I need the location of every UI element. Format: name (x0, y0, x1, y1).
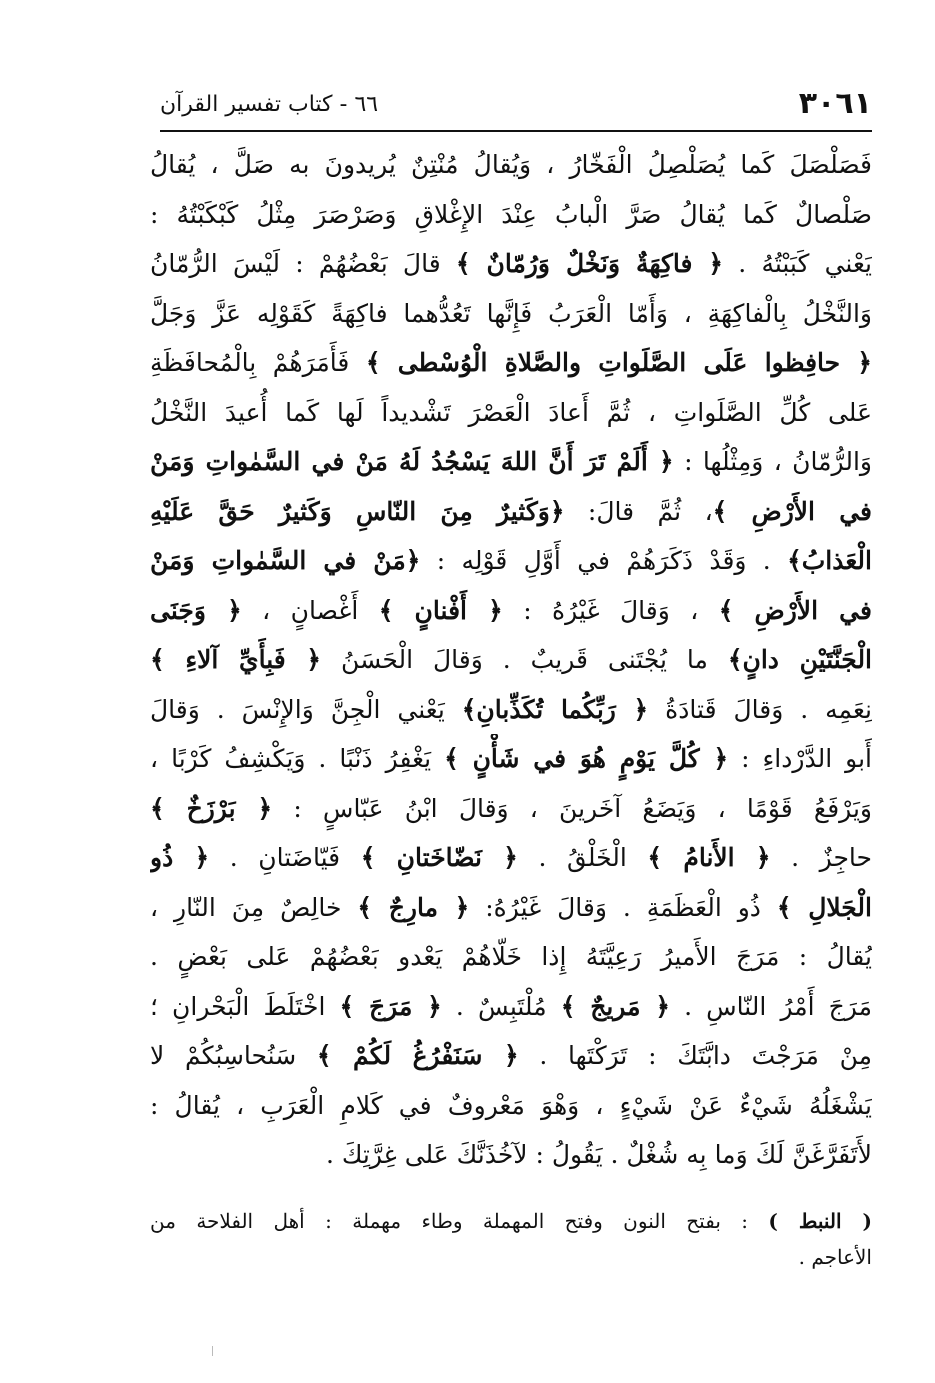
commentary-text: حاجِزٌ . (770, 843, 872, 872)
running-title: ٦٦ - كتاب تفسير القرآن (160, 92, 379, 117)
quran-quote: ﴿ الأَنامُ ﴾ (647, 843, 771, 872)
commentary-text: الْخَلْقُ . (517, 843, 648, 872)
quran-quote: ﴿ فَبِأَيِّ آلاءِ ﴾ (150, 645, 322, 674)
quran-quote: ﴿ ذُو (150, 843, 210, 872)
text-line (150, 883, 872, 933)
text-line (150, 536, 872, 586)
main-text (150, 140, 872, 1180)
quran-quote: ﴿ أَلَمْ تَرَ أَنَّ اللهَ يَسْجُدُ لَهُ مَنْ في السَّمٰواتِ وَمَنْ (150, 447, 674, 476)
quran-quote: ﴿مَنْ في السَّمٰواتِ وَمَنْ (150, 546, 421, 575)
commentary-text: ، ثُمَّ قالَ: (564, 496, 713, 526)
text-line (150, 1130, 872, 1180)
quran-quote: ﴿ سَنَفْرُغُ لَكُمْ ﴾ (316, 1041, 519, 1070)
quran-quote: ﴿ فاكِهَةٌ وَنَخْلٌ وَرُمّانٌ ﴾ (455, 249, 724, 278)
commentary-text: . وَقَدْ ذَكَرَهُمْ في أَوَّلِ قَوْلِه : (420, 546, 788, 575)
commentary-text: يَعْني الْجِنَّ وَالإِنْسَ . وَقالَ (150, 694, 462, 724)
commentary-text: أَبو الدَّرْداءِ : (728, 744, 872, 773)
commentary-text: ما يُجْتَنى قَريبٌ . وَقالَ الْحَسَنُ (321, 645, 728, 674)
text-line (150, 833, 872, 883)
quran-quote: ﴿وَكَثيرٌ مِنَ النّاسِ وَكَثيرٌ حَقَّ عَلَيْهِ (150, 496, 565, 526)
quran-quote: ﴿ نَضّاخَتانِ ﴾ (360, 843, 518, 872)
text-line (150, 338, 872, 388)
page-number: ٣٠٦١ (798, 86, 872, 121)
quran-quote: الْجَنَّتَيْنِ دانٍ﴾ (727, 645, 872, 674)
text-line (150, 635, 872, 685)
commentary-text: مِنْ مَرَجْتَ دابَّتَكَ : تَرَكْتَها . (518, 1041, 872, 1070)
text-line (150, 239, 872, 289)
commentary-text: مَرَجَ أَمْرُ النّاسِ . (669, 991, 872, 1021)
quran-quote: ﴿ حافِظوا عَلَى الصَّلَواتِ والصَّلاةِ الْوُسْطى ﴾ (365, 348, 872, 377)
text-line (150, 289, 872, 339)
scan-mark (212, 1346, 213, 1356)
text-line (150, 140, 872, 190)
commentary-text: خالِصٌ مِنَ النّارِ ، (150, 892, 358, 922)
footnote (150, 1203, 872, 1275)
text-line (150, 586, 872, 636)
commentary-text: أَغْصانٍ ، (241, 595, 379, 625)
text-line (150, 388, 872, 438)
text-line (150, 1031, 872, 1081)
commentary-text: يَغْفِرُ ذَنْبًا . وَيَكْشِفُ كَرْبًا ، (150, 744, 445, 773)
footnote-text: : بفتح النون وفتح المهملة وطاء مهملة : أهل الفلاحة من (150, 1209, 769, 1233)
quran-quote: ﴿ رَبِّكُما تُكَذِّبانِ﴾ (461, 694, 649, 724)
text-line (150, 1081, 872, 1131)
commentary-text: مُلْتَبِسٌ . (441, 991, 561, 1021)
commentary-text: وَيَرْفَعُ قَوْمًا ، وَيَضَعُ آخَرينَ ، وَقالَ ابْنُ عَبّاسٍ : (272, 793, 872, 823)
header-rule (160, 130, 872, 132)
footnote-term: ( النبط ) (768, 1209, 872, 1233)
commentary-text: نِعَمِه . وَقالَ قَتادَةُ (648, 694, 872, 724)
commentary-text: فَأَمَرَهُمْ بِالْمُحافَظَةِ (150, 348, 366, 377)
text-line (150, 784, 872, 834)
quran-quote: ﴿ بَرْزَخٌ ﴾ (150, 793, 273, 823)
commentary-text: يُقالُ : مَرَجَ الأَميرُ رَعِيَّتَهُ إِذا خَلّاهُمْ يَعْدو بَعْضُهُمْ عَلى بَعْضٍ . (150, 942, 872, 971)
quran-quote: في الأَرْضِ ﴾ (718, 595, 872, 625)
text-line (150, 734, 872, 784)
text-line (150, 487, 872, 537)
text-line (150, 190, 872, 240)
footnote-line: الأعاجم . (798, 1245, 872, 1269)
page-header (160, 86, 872, 126)
quran-quote: الْعَذابُ﴾ (787, 546, 872, 575)
commentary-text: وَالنَّخْلُ بِالْفاكِهَةِ ، وَأَمّا الْعَرَبُ فَإِنَّها تَعُدُّهما فاكِهَةً كَقَوْلِه عَزَّ وَجَلَّ (150, 298, 872, 328)
commentary-text: فَيّاضَتانِ . (209, 843, 361, 872)
commentary-text: ، وَقالَ غَيْرُهُ : (502, 595, 719, 625)
quran-quote: ﴿ أَفْنانٍ ﴾ (378, 595, 503, 625)
footnote-line (150, 1203, 872, 1239)
quran-quote: ﴿ كُلَّ يَوْمٍ هُوَ في شَأْنٍ ﴾ (444, 744, 729, 773)
text-line (150, 437, 872, 487)
quran-quote: ﴿ مارِجٌ ﴾ (357, 892, 470, 922)
commentary-text: اخْتَلَطَ الْبَحْرانِ ؛ (150, 991, 340, 1021)
commentary-text: وَالرُّمّانُ ، وَمِثْلُها : (673, 447, 872, 476)
commentary-text: قالَ بَعْضُهُمْ : لَيْسَ الرُّمّانُ (150, 249, 456, 278)
text-line (150, 685, 872, 735)
commentary-text: صَلْصالٌ كَما يُقالُ صَرَّ الْبابُ عِنْدَ الإِغْلاقِ وَصَرْصَرَ مِثْلُ كَبْكَبْتُهُ : (150, 199, 872, 229)
text-line (150, 982, 872, 1032)
commentary-text: لأَتَفَرَّغَنَّ لَكَ وَما بِه شُغْلٌ . يَقُولُ : لآخُذَنَّكَ عَلى غِرَّتِكَ . (325, 1140, 872, 1169)
commentary-text: يَعْني كَبَبْتُهُ . (723, 249, 872, 278)
quran-quote: ﴿ وَجَنَى (150, 595, 242, 625)
text-line (150, 932, 872, 982)
quran-quote: ﴿ مَرَجَ ﴾ (339, 991, 442, 1021)
quran-quote: في الأَرْضِ ﴾ (712, 496, 872, 526)
commentary-text: يَشْغَلُهُ شَيْءٌ عَنْ شَيْءٍ ، وَهْوَ مَعْروفٌ في كَلامِ الْعَرَبِ ، يُقالُ : (150, 1090, 872, 1120)
quran-quote: الْجَلالِ ﴾ (776, 892, 872, 922)
commentary-text: ذُو الْعَظَمَةِ . وَقالَ غَيْرُهُ: (469, 892, 777, 922)
commentary-text: سَنُحاسِبُكُمْ لا (150, 1041, 317, 1070)
quran-quote: ﴿ مَريجٌ ﴾ (560, 991, 670, 1021)
commentary-text: فَصَلْصَلَ كَما يُصَلْصِلُ الْفَخّارُ ، وَيُقالُ مُنْتِنٌ يُريدونَ به صَلَّ ، يُقالُ (150, 150, 872, 179)
commentary-text: عَلى كُلِّ الصَّلَواتِ ، ثُمَّ أَعادَ الْعَصْرَ تَشْديداً لَها كَما أُعيدَ النَّخْلُ (150, 397, 872, 427)
